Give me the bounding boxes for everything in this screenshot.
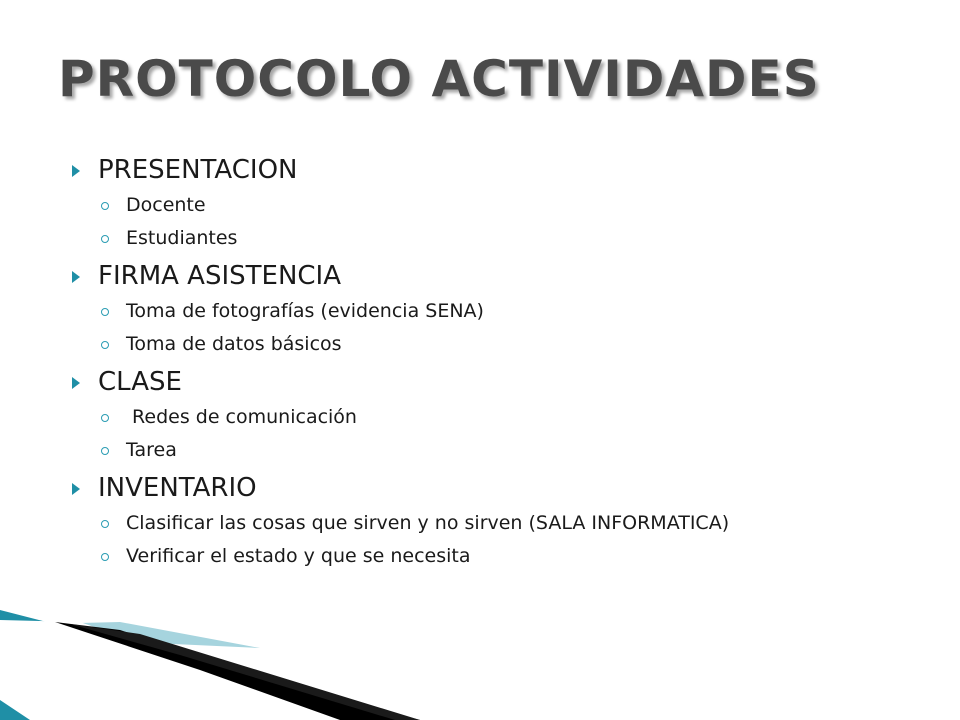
ring-bullet-icon	[101, 447, 109, 455]
sub-item-text: Verificar el estado y que se necesita	[126, 544, 471, 567]
arrow-bullet-icon	[72, 271, 80, 283]
section-heading	[72, 367, 862, 398]
section-heading	[72, 261, 862, 292]
sub-item	[72, 407, 862, 429]
sub-item	[72, 228, 862, 250]
ring-bullet-icon	[101, 308, 109, 316]
sub-item-text: Toma de fotografías (evidencia SENA)	[126, 300, 484, 323]
sub-item-text: Tarea	[126, 438, 177, 461]
ring-bullet-icon	[101, 235, 109, 243]
section-heading-text: INVENTARIO	[98, 472, 257, 503]
ring-bullet-icon	[101, 520, 109, 528]
ring-bullet-icon	[101, 414, 109, 422]
sub-item-text: Toma de datos básicos	[126, 332, 342, 355]
sub-item-text: Redes de comunicación	[126, 405, 357, 428]
section-heading-text: FIRMA ASISTENCIA	[98, 260, 342, 291]
section-heading-text: CLASE	[98, 366, 182, 397]
ring-bullet-icon	[101, 202, 109, 210]
sub-item	[72, 513, 862, 535]
sub-item-text: Estudiantes	[126, 227, 238, 250]
sub-item-text: Docente	[126, 194, 206, 217]
section-heading	[72, 155, 862, 186]
arrow-bullet-icon	[72, 483, 80, 495]
sub-item	[72, 301, 862, 323]
section-heading	[72, 473, 862, 504]
sub-item	[72, 546, 862, 568]
ring-bullet-icon	[101, 553, 109, 561]
sub-item	[72, 334, 862, 356]
section-heading-text: PRESENTACION	[98, 155, 298, 185]
sub-item-text: Clasificar las cosas que sirven y no sirven (SALA INFORMATICA)	[126, 511, 730, 534]
sub-item	[72, 440, 862, 462]
bullet-list	[72, 155, 862, 579]
slide-title: PROTOCOLO ACTIVIDADES	[58, 50, 820, 108]
arrow-bullet-icon	[72, 165, 80, 177]
arrow-bullet-icon	[72, 377, 80, 389]
sub-item	[72, 195, 862, 217]
ring-bullet-icon	[101, 341, 109, 349]
